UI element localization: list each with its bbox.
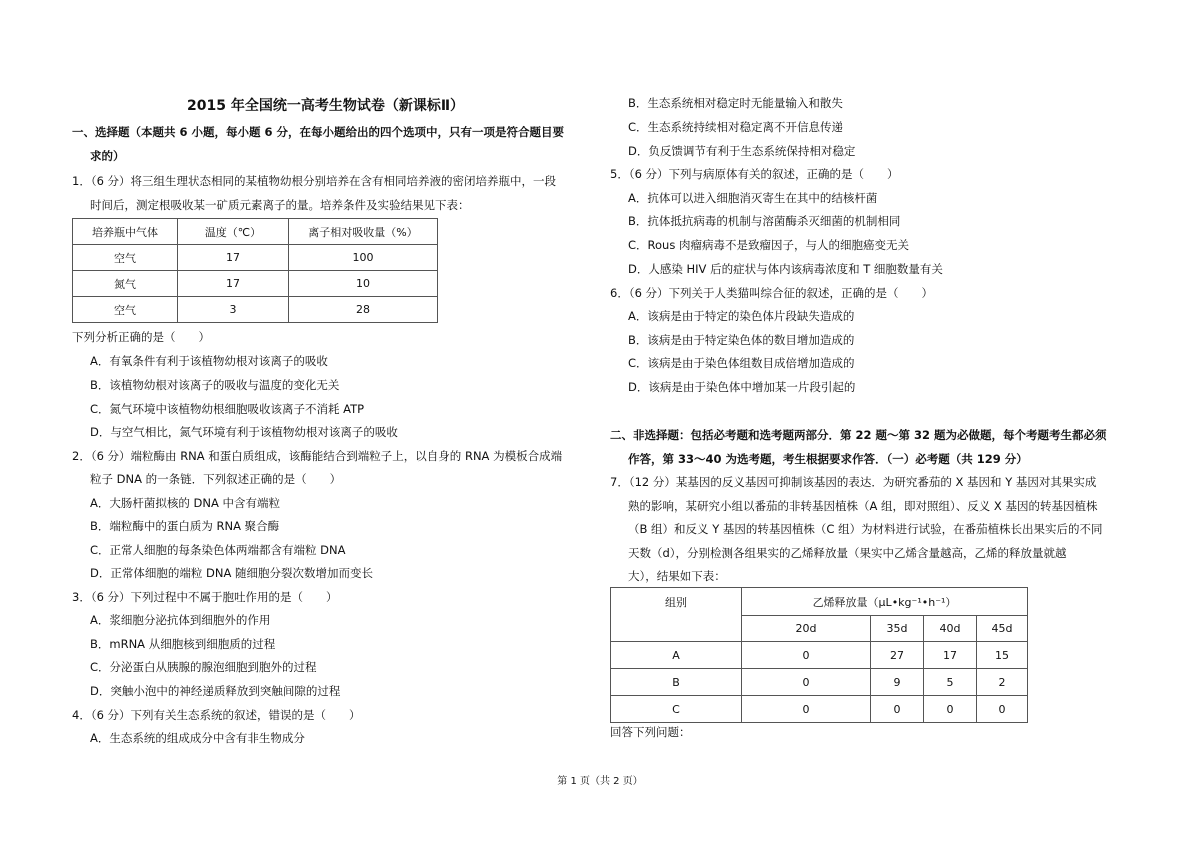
q7-table-cell: 2 xyxy=(977,669,1028,696)
q4-option-d: D．负反馈调节有利于生态系统保持相对稳定 xyxy=(628,144,856,158)
q1-option-a: A．有氧条件有利于该植物幼根对该离子的吸收 xyxy=(90,354,328,368)
q6-option-d: D．该病是由于染色体中增加某一片段引起的 xyxy=(628,380,856,394)
q3-option-c: C．分泌蛋白从胰腺的腺泡细胞到胞外的过程 xyxy=(90,660,317,674)
q4-stem: 4．（6 分）下列有关生态系统的叙述，错误的是（ ） xyxy=(72,708,361,722)
q1-results-table xyxy=(72,218,438,323)
q1-table-header: 离子相对吸收量（%） xyxy=(289,219,438,245)
q7-table-release-header: 乙烯释放量（μL•kg⁻¹•h⁻¹） xyxy=(742,588,1028,616)
q7-table-group-cell: C xyxy=(611,696,742,723)
q7-text-line3: （B 组）和反义 Y 基因的转基因植株（C 组）为材料进行试验，在番茄植株长出果实后的不同 xyxy=(628,522,1103,536)
q4-option-c: C．生态系统持续相对稳定离不开信息传递 xyxy=(628,120,844,134)
q7-table-cell: 5 xyxy=(924,669,977,696)
q3-option-b: B．mRNA 从细胞核到细胞质的过程 xyxy=(90,637,276,651)
q7-text-line2: 熟的影响，某研究小组以番茄的非转基因植株（A 组，即对照组）、反义 X 基因的转基因植株 xyxy=(628,499,1098,513)
q4-option-b: B．生态系统相对稳定时无能量输入和散失 xyxy=(628,96,843,110)
q2-option-a: A．大肠杆菌拟核的 DNA 中含有端粒 xyxy=(90,496,281,510)
q3-option-d: D．突触小泡中的神经递质释放到突触间隙的过程 xyxy=(90,684,341,698)
q1-table-cell: 17 xyxy=(178,271,289,297)
q6-option-c: C．该病是由于染色体组数目成倍增加造成的 xyxy=(628,356,855,370)
q2-stem-line2: 粒子 DNA 的一条链．下列叙述正确的是（ ） xyxy=(90,472,342,486)
q1-table-cell: 3 xyxy=(178,297,289,323)
q6-option-b: B．该病是由于特定染色体的数目增加造成的 xyxy=(628,333,855,347)
q7-table-cell: 0 xyxy=(742,642,871,669)
q5-option-d: D．人感染 HIV 后的症状与体内该病毒浓度和 T 细胞数量有关 xyxy=(628,262,943,276)
q7-table-cell: 0 xyxy=(871,696,924,723)
q7-followup: 回答下列问题： xyxy=(610,725,691,739)
q4-option-a: A．生态系统的组成成分中含有非生物成分 xyxy=(90,731,305,745)
q1-stem-line1: 1．（6 分）将三组生理状态相同的某植物幼根分别培养在含有相同培养液的密闭培养瓶中，一段 xyxy=(72,174,557,188)
q7-text-line5: 大），结果如下表： xyxy=(628,569,726,583)
q1-table-cell: 100 xyxy=(289,245,438,271)
q7-table-cell: 0 xyxy=(977,696,1028,723)
q1-table-cell: 氮气 xyxy=(73,271,178,297)
q7-table-cell: 9 xyxy=(871,669,924,696)
section1-heading-line2: 求的） xyxy=(90,149,125,163)
q1-option-b: B．该植物幼根对该离子的吸收与温度的变化无关 xyxy=(90,378,340,392)
q2-option-b: B．端粒酶中的蛋白质为 RNA 聚合酶 xyxy=(90,519,280,533)
q7-table-day-header: 35d xyxy=(871,616,924,642)
q6-stem: 6．（6 分）下列关于人类猫叫综合征的叙述，正确的是（ ） xyxy=(610,286,934,300)
q1-table-cell: 28 xyxy=(289,297,438,323)
q1-table-cell: 10 xyxy=(289,271,438,297)
q7-table-cell: 0 xyxy=(742,669,871,696)
section2-heading-line1: 二、非选择题：包括必考题和选考题两部分．第 22 题～第 32 题为必做题，每个考题考生都必须 xyxy=(610,428,1107,442)
page-title: 2015 年全国统一高考生物试卷（新课标Ⅱ） xyxy=(187,98,465,114)
q5-option-c: C．Rous 肉瘤病毒不是致瘤因子，与人的细胞癌变无关 xyxy=(628,238,909,252)
q7-table-group-cell: B xyxy=(611,669,742,696)
q7-table-cell: 15 xyxy=(977,642,1028,669)
q7-table-group-cell: A xyxy=(611,642,742,669)
q1-table-cell: 空气 xyxy=(73,245,178,271)
q7-table-cell: 27 xyxy=(871,642,924,669)
q7-table-group-header: 组别 xyxy=(611,588,742,642)
q1-table-header: 培养瓶中气体 xyxy=(73,219,178,245)
q2-option-d: D．正常体细胞的端粒 DNA 随细胞分裂次数增加而变长 xyxy=(90,566,373,580)
q2-option-c: C．正常人细胞的每条染色体两端都含有端粒 DNA xyxy=(90,543,346,557)
q7-table-cell: 0 xyxy=(924,696,977,723)
q5-option-b: B．抗体抵抗病毒的机制与溶菌酶杀灭细菌的机制相同 xyxy=(628,214,901,228)
q1-option-c: C．氮气环境中该植物幼根细胞吸收该离子不消耗 ATP xyxy=(90,402,365,416)
q7-table-day-header: 40d xyxy=(924,616,977,642)
q7-text-line1: 7．（12 分）某基因的反义基因可抑制该基因的表达．为研究番茄的 X 基因和 Y 基因对其果实成 xyxy=(610,475,1097,489)
q7-table-cell: 0 xyxy=(742,696,871,723)
q7-table-day-header: 45d xyxy=(977,616,1028,642)
section2-heading-line2: 作答，第 33～40 为选考题，考生根据要求作答．（一）必考题（共 129 分） xyxy=(628,452,1028,466)
q1-question: 下列分析正确的是（ ） xyxy=(72,330,210,344)
q5-option-a: A．抗体可以进入细胞消灭寄生在其中的结核杆菌 xyxy=(628,191,878,205)
q3-option-a: A．浆细胞分泌抗体到细胞外的作用 xyxy=(90,613,271,627)
q1-table-cell: 17 xyxy=(178,245,289,271)
section1-heading-line1: 一、选择题（本题共 6 小题，每小题 6 分，在每小题给出的四个选项中，只有一项是符合题目要 xyxy=(72,125,565,139)
q7-text-line4: 天数（d），分别检测各组果实的乙烯释放量（果实中乙烯含量越高，乙烯的释放量就越 xyxy=(628,546,1067,560)
q3-stem: 3．（6 分）下列过程中不属于胞吐作用的是（ ） xyxy=(72,590,338,604)
page-footer: 第 1 页（共 2 页） xyxy=(557,776,643,787)
q1-table-header: 温度（℃） xyxy=(178,219,289,245)
q5-stem: 5．（6 分）下列与病原体有关的叙述，正确的是（ ） xyxy=(610,167,899,181)
q2-stem-line1: 2．（6 分）端粒酶由 RNA 和蛋白质组成，该酶能结合到端粒子上，以自身的 RNA 为模板合成端 xyxy=(72,449,563,463)
q1-stem-line2: 时间后，测定根吸收某一矿质元素离子的量。培养条件及实验结果见下表： xyxy=(90,198,470,212)
q7-table-day-header: 20d xyxy=(742,616,871,642)
q1-option-d: D．与空气相比，氮气环境有利于该植物幼根对该离子的吸收 xyxy=(90,425,398,439)
q7-table-cell: 17 xyxy=(924,642,977,669)
q7-ethylene-table xyxy=(610,587,1028,723)
q6-option-a: A．该病是由于特定的染色体片段缺失造成的 xyxy=(628,309,855,323)
q1-table-cell: 空气 xyxy=(73,297,178,323)
